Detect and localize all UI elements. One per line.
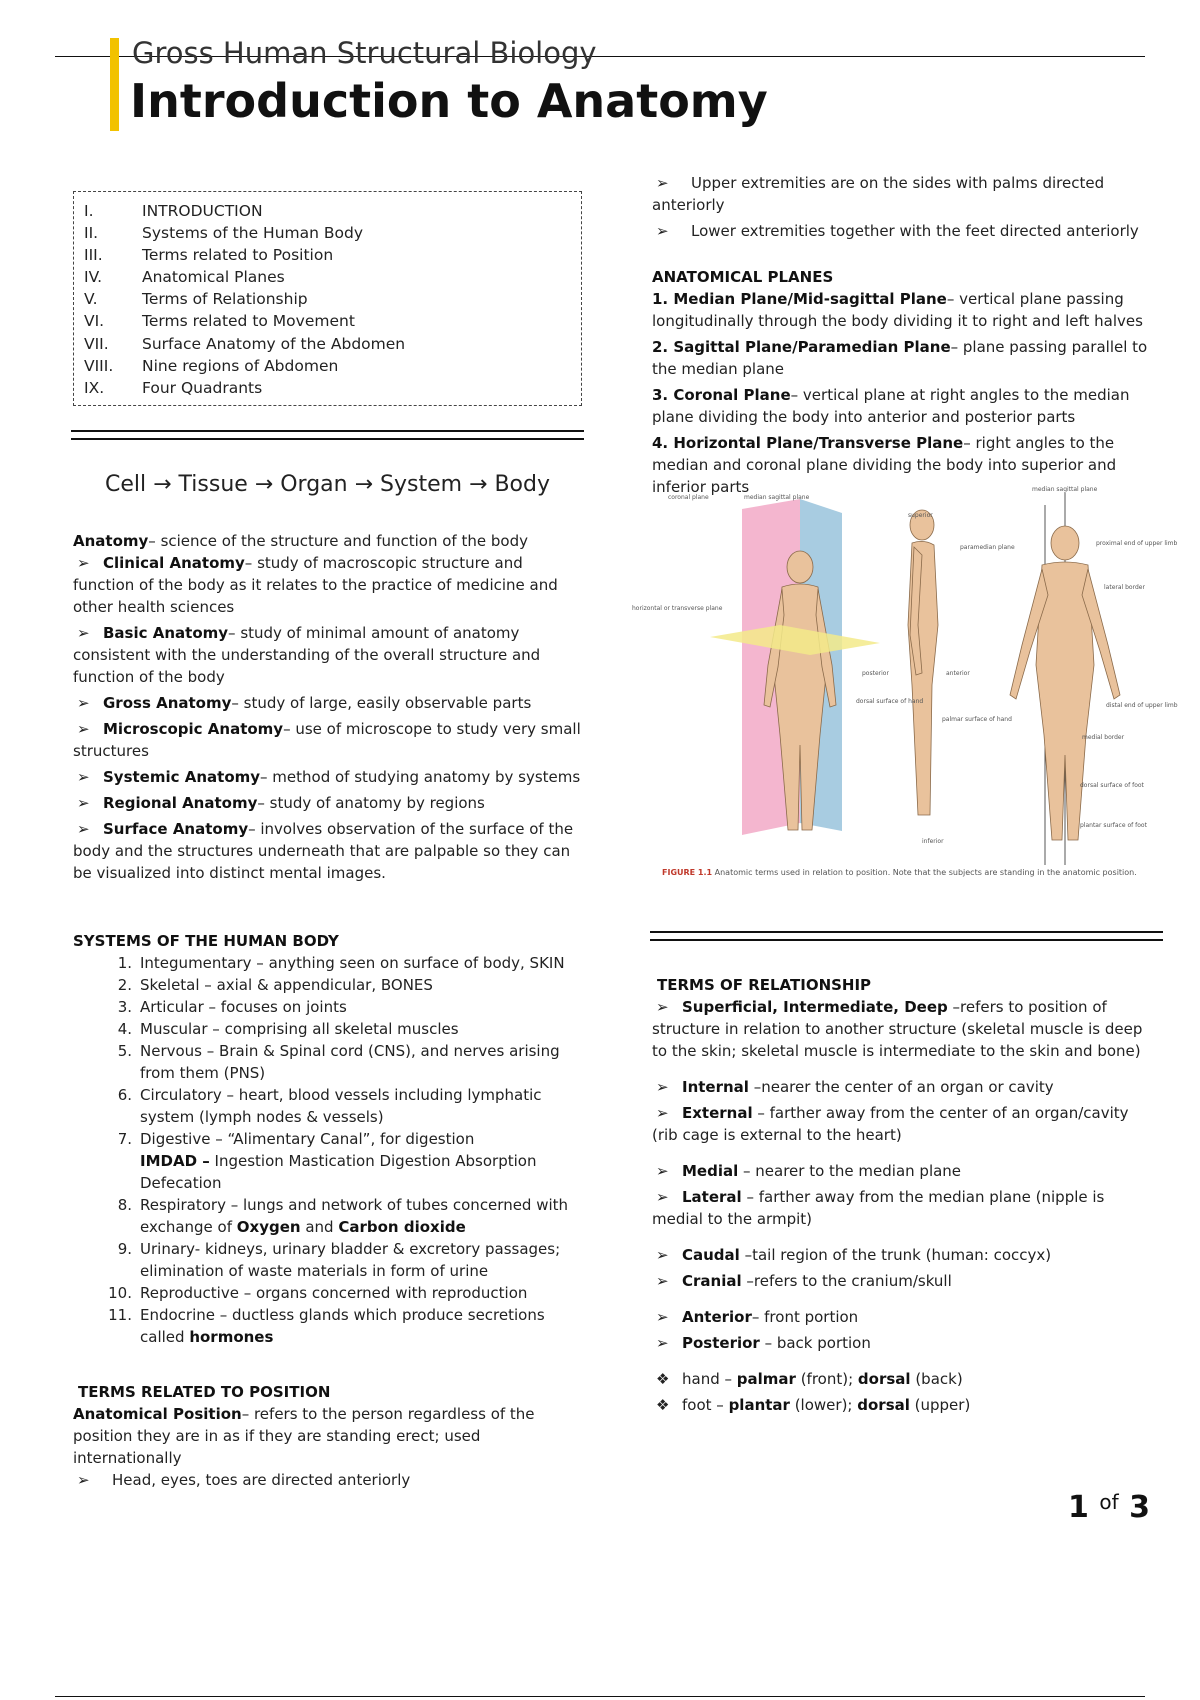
list-item: ➢ Upper extremities are on the sides with palms directed anteriorly [652, 174, 1105, 214]
list-item: 2. Skeletal – axial & appendicular, BONES [117, 976, 433, 994]
arrow-bullet-icon: ➢ [656, 1272, 669, 1290]
toc-item: III. Terms related to Position [84, 246, 334, 265]
list-item: 2. Sagittal Plane/Paramedian Plane– plane passing parallel to the median plane [652, 338, 1148, 378]
toc-item: VI. Terms related to Movement [84, 312, 355, 331]
list-item: ➢ Gross Anatomy– study of large, easily observable parts [73, 692, 585, 714]
arrow-bullet-icon: ➢ [656, 1246, 669, 1264]
list-item: 8. Respiratory – lungs and network of tubes concerned with exchange of Oxygen and Carbon dioxide [117, 1196, 569, 1236]
label-superior: superior [908, 512, 933, 519]
diamond-bullet-icon: ❖ [656, 1396, 670, 1414]
label-dorsal-foot: dorsal surface of foot [1080, 782, 1144, 789]
list-item: 1. Integumentary – anything seen on surface of body, SKIN [117, 954, 565, 972]
section-heading: TERMS RELATED TO POSITION [78, 1383, 331, 1401]
list-item: ➢ Posterior – back portion [652, 1332, 1152, 1354]
arrow-bullet-icon: ➢ [77, 768, 90, 786]
position-definition: Anatomical Position– refers to the person regardless of the position they are in as if they are standing erect; used internationally [73, 1405, 535, 1467]
anatomical-planes-figure [632, 485, 1178, 880]
section-heading: ANATOMICAL PLANES [652, 268, 834, 286]
arrow-bullet-icon: ➢ [77, 624, 90, 642]
list-item: ➢ Internal –nearer the center of an organ or cavity [652, 1076, 1152, 1098]
section-heading: SYSTEMS OF THE HUMAN BODY [73, 932, 339, 950]
label-medial-border: medial border [1082, 734, 1125, 741]
arrow-bullet-icon: ➢ [656, 1334, 669, 1352]
list-item: 5. Nervous – Brain & Spinal cord (CNS), and nerves arising from them (PNS) [117, 1042, 560, 1082]
footer-rule [55, 1696, 1145, 1697]
page-title: Introduction to Anatomy [130, 74, 768, 128]
position-continued [652, 172, 1148, 242]
toc-item: II. Systems of the Human Body [84, 224, 363, 243]
arrow-bullet-icon: ➢ [656, 1308, 669, 1326]
label-lateral-border: lateral border [1104, 584, 1145, 591]
course-subtitle: Gross Human Structural Biology [132, 36, 597, 70]
list-item: ➢ Systemic Anatomy– method of studying anatomy by systems [73, 766, 585, 788]
section-divider [650, 931, 1163, 941]
figure-caption: FIGURE 1.1 Anatomic terms used in relation to position. Note that the subjects are standing in the anatomic position. [662, 868, 1137, 877]
label-proximal-upper-limb: proximal end of upper limb [1096, 540, 1178, 547]
label-distal-upper-limb: distal end of upper limb [1106, 702, 1178, 709]
list-item: ❖ hand – palmar (front); dorsal (back) [652, 1368, 1152, 1390]
toc-item: VIII. Nine regions of Abdomen [84, 356, 339, 375]
section-divider [71, 430, 584, 440]
accent-bar [110, 38, 119, 131]
list-item: ➢ Clinical Anatomy– study of macroscopic structure and function of the body as it relates to the practice of medicine and other health sciences [73, 554, 558, 616]
hierarchy-flow: Cell → Tissue → Organ → System → Body [104, 472, 551, 497]
label-paramedian-plane: paramedian plane [960, 544, 1015, 551]
arrow-bullet-icon: ➢ [656, 1104, 669, 1122]
table-of-contents [73, 191, 582, 406]
arrow-bullet-icon: ➢ [656, 998, 669, 1016]
diamond-bullet-icon: ❖ [656, 1370, 670, 1388]
horizontal-plane-shape [710, 625, 880, 655]
list-item: ➢ Caudal –tail region of the trunk (human: coccyx) [652, 1244, 1152, 1266]
planes-section [652, 266, 1148, 498]
label-dorsal-hand: dorsal surface of hand [856, 698, 924, 705]
list-item: ➢ Surface Anatomy– involves observation of the surface of the body and the structures underneath that are palpable so they can be visualized into distinct mental images. [73, 820, 574, 882]
list-item: ➢ Head, eyes, toes are directed anteriorly [73, 1469, 585, 1491]
label-anterior: anterior [946, 670, 970, 677]
relationship-section [652, 974, 1152, 1416]
list-item: ➢ Lateral – farther away from the median plane (nipple is medial to the armpit) [652, 1188, 1105, 1228]
list-item: ➢ Medial – nearer to the median plane [652, 1160, 1152, 1182]
systems-section [73, 930, 585, 1348]
label-coronal-plane: coronal plane [668, 494, 709, 501]
list-item: 3. Articular – focuses on joints [117, 998, 347, 1016]
page-number: 1 $^{of}$ 3 [1068, 1490, 1150, 1525]
label-median-sagittal-plane-2: median sagittal plane [1032, 486, 1098, 493]
label-inferior: inferior [922, 838, 944, 845]
arrow-bullet-icon: ➢ [656, 174, 669, 192]
arrow-bullet-icon: ➢ [77, 694, 90, 712]
list-item: ➢ Superficial, Intermediate, Deep –refers to position of structure in relation to another structure (skeletal muscle is deep to the skin; skeletal muscle is intermediate to the skin and bone) [652, 998, 1143, 1060]
list-item: 10. Reproductive – organs concerned with reproduction [108, 1284, 528, 1302]
position-section [73, 1381, 585, 1491]
toc-item: VII. Surface Anatomy of the Abdomen [84, 334, 406, 353]
list-item: 3. Coronal Plane– vertical plane at right angles to the median plane dividing the body into anterior and posterior parts [652, 386, 1130, 426]
label-posterior: posterior [862, 670, 889, 677]
list-item: 4. Muscular – comprising all skeletal muscles [117, 1020, 459, 1038]
arrow-bullet-icon: ➢ [656, 1078, 669, 1096]
list-item: ➢ External – farther away from the center of an organ/cavity (rib cage is external to the heart) [652, 1104, 1129, 1144]
label-palmar-hand: palmar surface of hand [942, 716, 1012, 723]
list-item: ➢ Microscopic Anatomy– use of microscope to study very small structures [73, 720, 581, 760]
list-item: ❖ foot – plantar (lower); dorsal (upper) [652, 1394, 1152, 1416]
toc-item: I. INTRODUCTION [84, 202, 263, 220]
anatomy-definition: Anatomy– science of the structure and function of the body [73, 532, 528, 550]
arrow-bullet-icon: ➢ [77, 820, 90, 838]
toc-item: IV. Anatomical Planes [84, 268, 285, 287]
arrow-bullet-icon: ➢ [656, 1188, 669, 1206]
arrow-bullet-icon: ➢ [77, 794, 90, 812]
label-plantar-foot: plantar surface of foot [1080, 822, 1147, 829]
toc-item: IX. Four Quadrants [84, 378, 263, 397]
arrow-bullet-icon: ➢ [77, 554, 90, 572]
list-item: ➢ Regional Anatomy– study of anatomy by regions [73, 792, 585, 814]
section-heading: TERMS OF RELATIONSHIP [657, 976, 872, 994]
toc-item: V. Terms of Relationship [84, 290, 308, 309]
list-item: 11. Endocrine – ductless glands which produce secretions called hormones [108, 1306, 545, 1346]
list-item: ➢ Anterior– front portion [652, 1306, 1152, 1328]
list-item: 9. Urinary- kidneys, urinary bladder & excretory passages; elimination of waste materials in form of urine [117, 1240, 561, 1280]
list-item: 6. Circulatory – heart, blood vessels including lymphatic system (lymph nodes & vessels) [117, 1086, 542, 1126]
list-item: ➢ Cranial –refers to the cranium/skull [652, 1270, 1152, 1292]
arrow-bullet-icon: ➢ [656, 222, 669, 240]
imdad-text: Ingestion Mastication Digestion Absorption Defecation [140, 1152, 537, 1192]
list-item: 1. Median Plane/Mid-sagittal Plane– vertical plane passing longitudinally through the body dividing it to right and left halves [652, 290, 1143, 330]
arrow-bullet-icon: ➢ [77, 1471, 90, 1489]
list-item: 7. Digestive – “Alimentary Canal”, for digestion IMDAD – Ingestion Mastication Digestion Absorption Defecation [117, 1130, 537, 1192]
imdad-label: IMDAD – [140, 1152, 210, 1170]
label-horizontal-plane: horizontal or transverse plane [632, 605, 723, 612]
list-item: ➢ Lower extremities together with the feet directed anteriorly [652, 220, 1148, 242]
arrow-bullet-icon: ➢ [77, 720, 90, 738]
list-item: ➢ Basic Anatomy– study of minimal amount of anatomy consistent with the understanding of the overall structure and function of the body [73, 624, 541, 686]
list-item: 4. Horizontal Plane/Transverse Plane– right angles to the median and coronal plane dividing the body into superior and inferior parts [652, 434, 1117, 496]
anatomy-section [73, 530, 585, 884]
arrow-bullet-icon: ➢ [656, 1162, 669, 1180]
label-median-sagittal-plane: median sagittal plane [744, 494, 810, 501]
figure-lateral [908, 510, 938, 815]
